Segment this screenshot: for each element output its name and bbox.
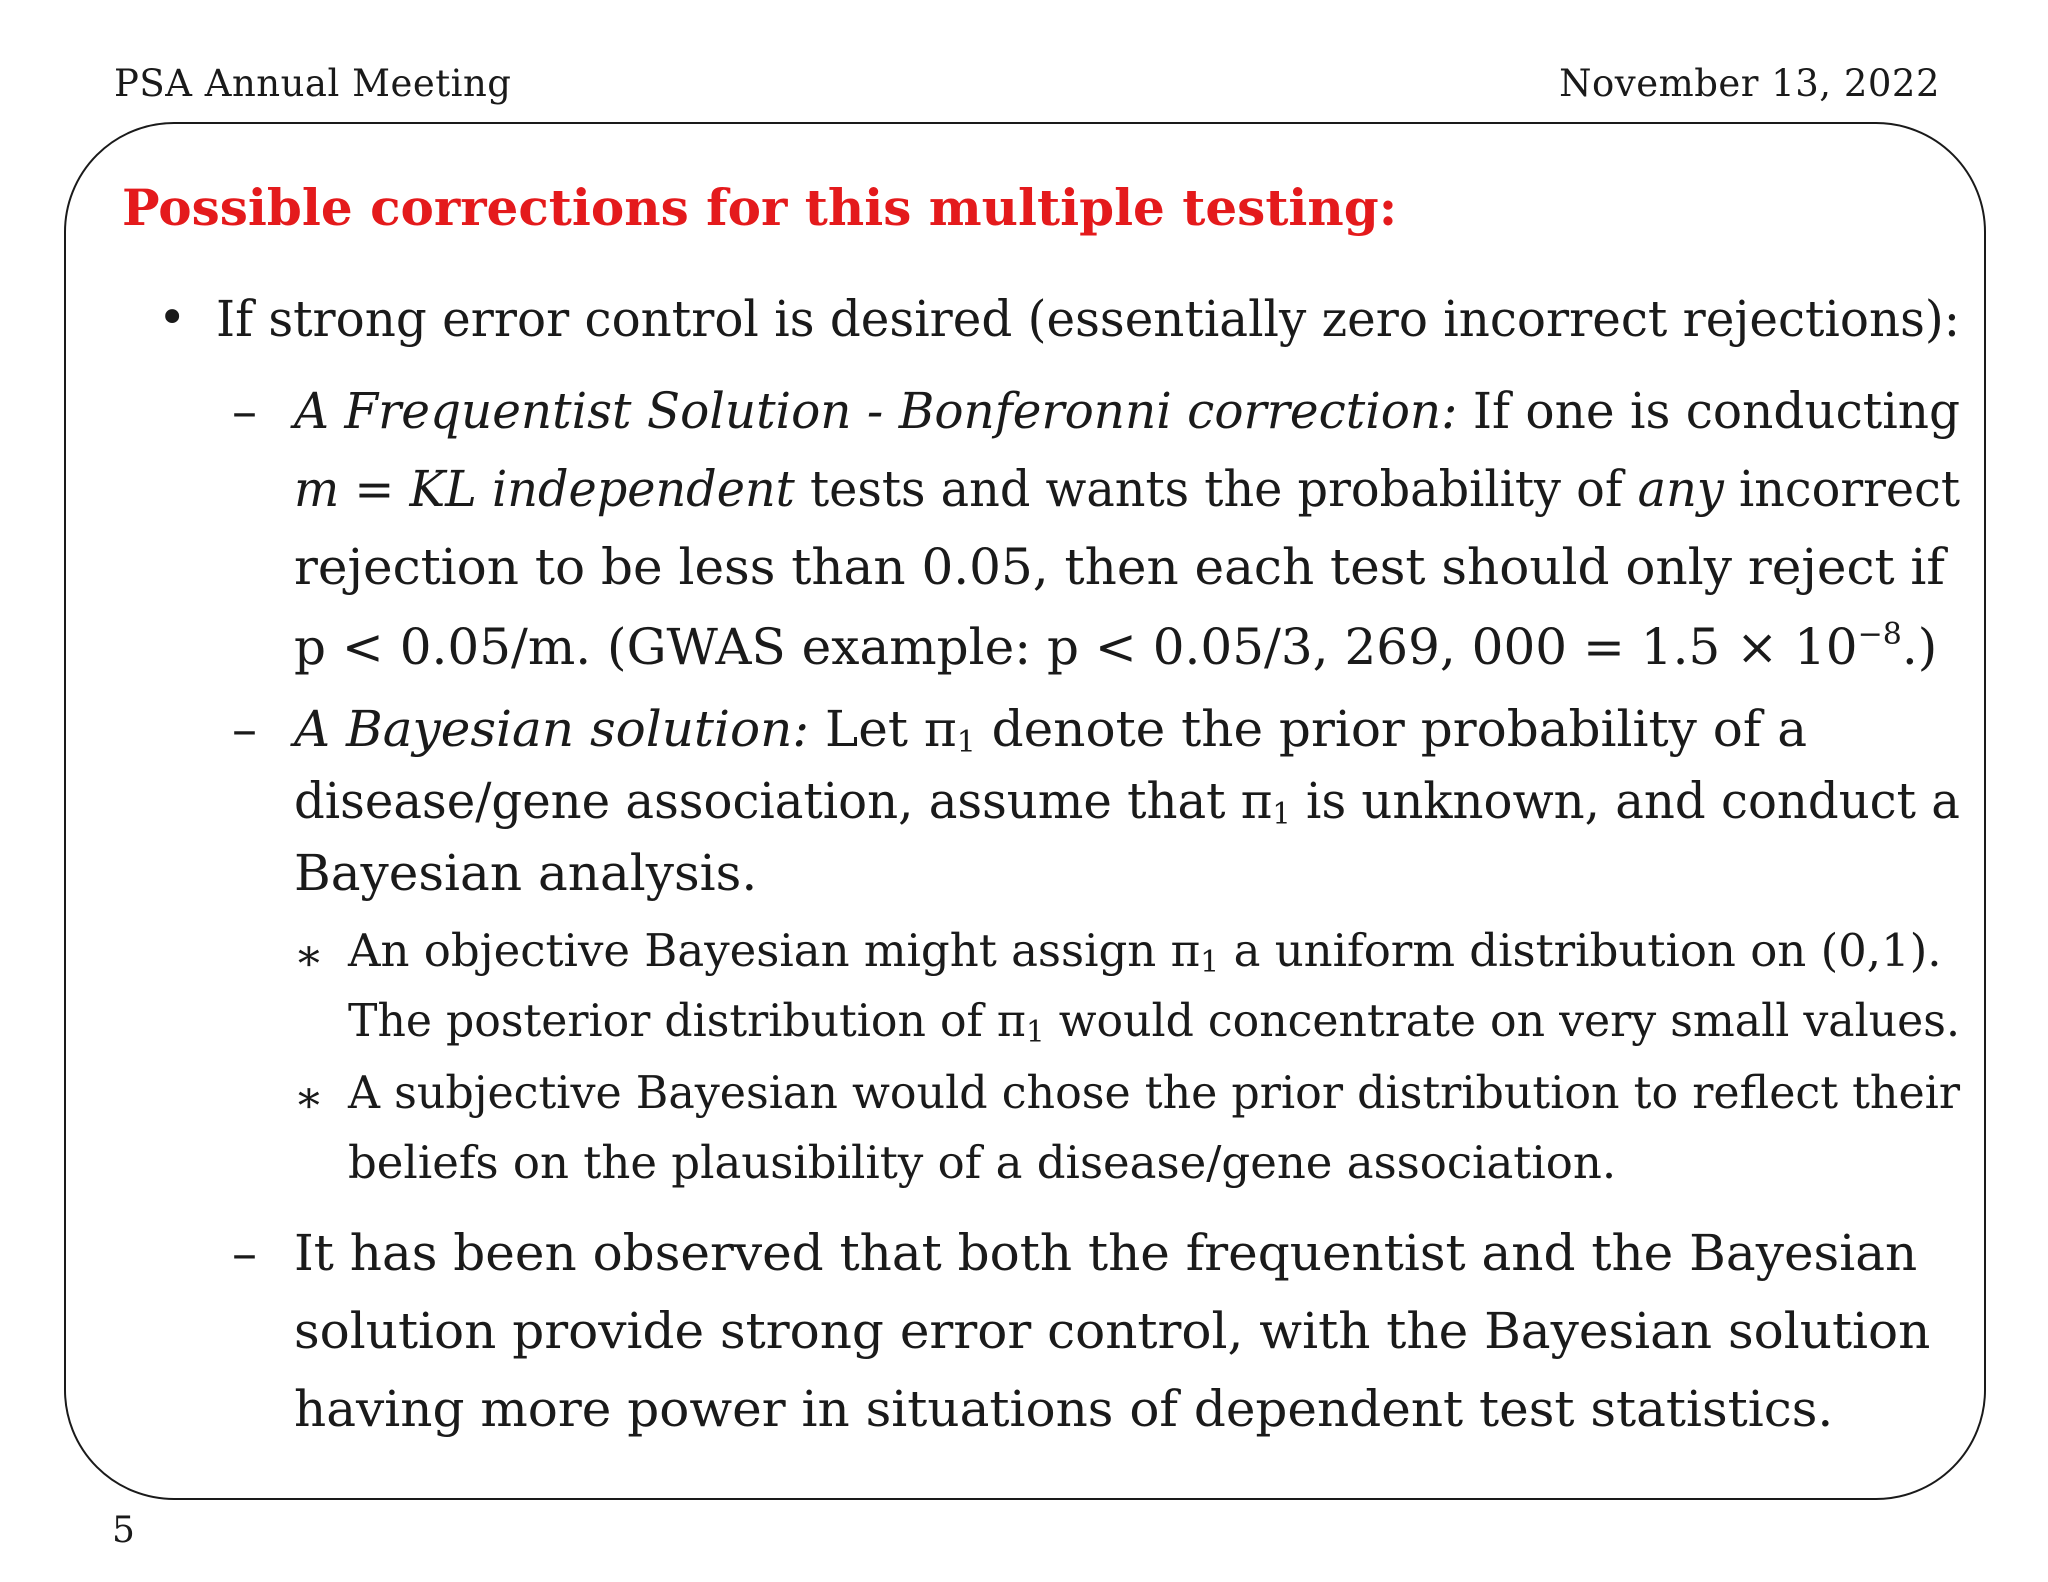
sub-bullet-1-line-2-b: would concentrate on very small values. — [1044, 994, 1960, 1047]
bayesian-line-2 — [294, 772, 1960, 832]
sub-bullet-1-mark: ∗ — [294, 930, 324, 981]
slide-title: Possible corrections for this multiple testing: — [122, 178, 1398, 237]
sub-bullet-1-line-2-a: The posterior distribution of π — [348, 994, 1026, 1047]
sub-bullet-2-line-1: A subjective Bayesian would chose the prior distribution to reflect their — [348, 1066, 1961, 1119]
header-date: November 13, 2022 — [1559, 62, 1940, 105]
bayesian-line-3: Bayesian analysis. — [294, 844, 758, 902]
frequentist-line-1-rest: If one is conducting — [1457, 382, 1961, 440]
bayesian-italic-intro: A Bayesian solution: — [294, 700, 810, 758]
bayesian-line-1-a: Let π — [809, 700, 957, 758]
frequentist-line-3: rejection to be less than 0.05, then each test should only reject if — [294, 538, 1945, 596]
bayesian-line-2-b: is unknown, and conduct a — [1290, 772, 1960, 830]
sub-bullet-2-line-2: beliefs on the plausibility of a disease/gene association. — [348, 1136, 1617, 1189]
frequentist-line-1 — [294, 382, 1961, 440]
bayesian-line-1-sub: 1 — [956, 725, 976, 760]
frequentist-italic-intro: A Frequentist Solution - Bonferonni correction: — [294, 382, 1458, 440]
bayesian-dash: – — [232, 700, 257, 758]
frequentist-exponent: −8 — [1857, 617, 1902, 652]
page-number: 5 — [112, 1510, 135, 1551]
observation-line-3: having more power in situations of dependent test statistics. — [294, 1380, 1834, 1438]
sub-bullet-2-mark: ∗ — [294, 1072, 324, 1123]
sub-bullet-1-line-1-sub: 1 — [1200, 945, 1220, 980]
frequentist-line-4 — [294, 617, 1938, 676]
frequentist-line-2-end: incorrect — [1723, 460, 1961, 518]
bayesian-line-1-b: denote the prior probability of a — [975, 700, 1808, 758]
frequentist-any: any — [1637, 460, 1724, 518]
sub-bullet-1-line-1 — [348, 924, 1942, 980]
sub-bullet-1-line-1-b: a uniform distribution on (0,1). — [1219, 924, 1942, 977]
frequentist-math-m: m = KL — [294, 460, 477, 518]
bayesian-line-2-a: disease/gene association, assume that π — [294, 772, 1273, 830]
observation-line-2: solution provide strong error control, with the Bayesian solution — [294, 1302, 1931, 1360]
frequentist-independent: independent — [476, 460, 795, 518]
bayesian-line-2-sub: 1 — [1272, 797, 1291, 832]
sub-bullet-1-line-2 — [348, 994, 1960, 1050]
bullet-mark: • — [158, 290, 187, 346]
sub-bullet-1-line-2-sub: 1 — [1025, 1015, 1045, 1050]
frequentist-line-2-mid: tests and wants the probability of — [794, 460, 1638, 518]
frequentist-line-2 — [294, 460, 1961, 518]
header-meeting-name: PSA Annual Meeting — [114, 62, 512, 105]
sub-bullet-1-line-1-a: An objective Bayesian might assign π — [348, 924, 1201, 977]
observation-dash: – — [232, 1224, 257, 1282]
observation-line-1: It has been observed that both the frequentist and the Bayesian — [294, 1224, 1918, 1282]
frequentist-dash: – — [232, 382, 257, 440]
bullet-text: If strong error control is desired (essentially zero incorrect rejections): — [216, 290, 1961, 348]
frequentist-line-4-a: p < 0.05/m. (GWAS example: p < 0.05/3, 269, 000 = 1.5 × 10 — [294, 618, 1858, 676]
bayesian-line-1 — [294, 700, 1808, 760]
frequentist-line-4-b: .) — [1901, 618, 1938, 676]
